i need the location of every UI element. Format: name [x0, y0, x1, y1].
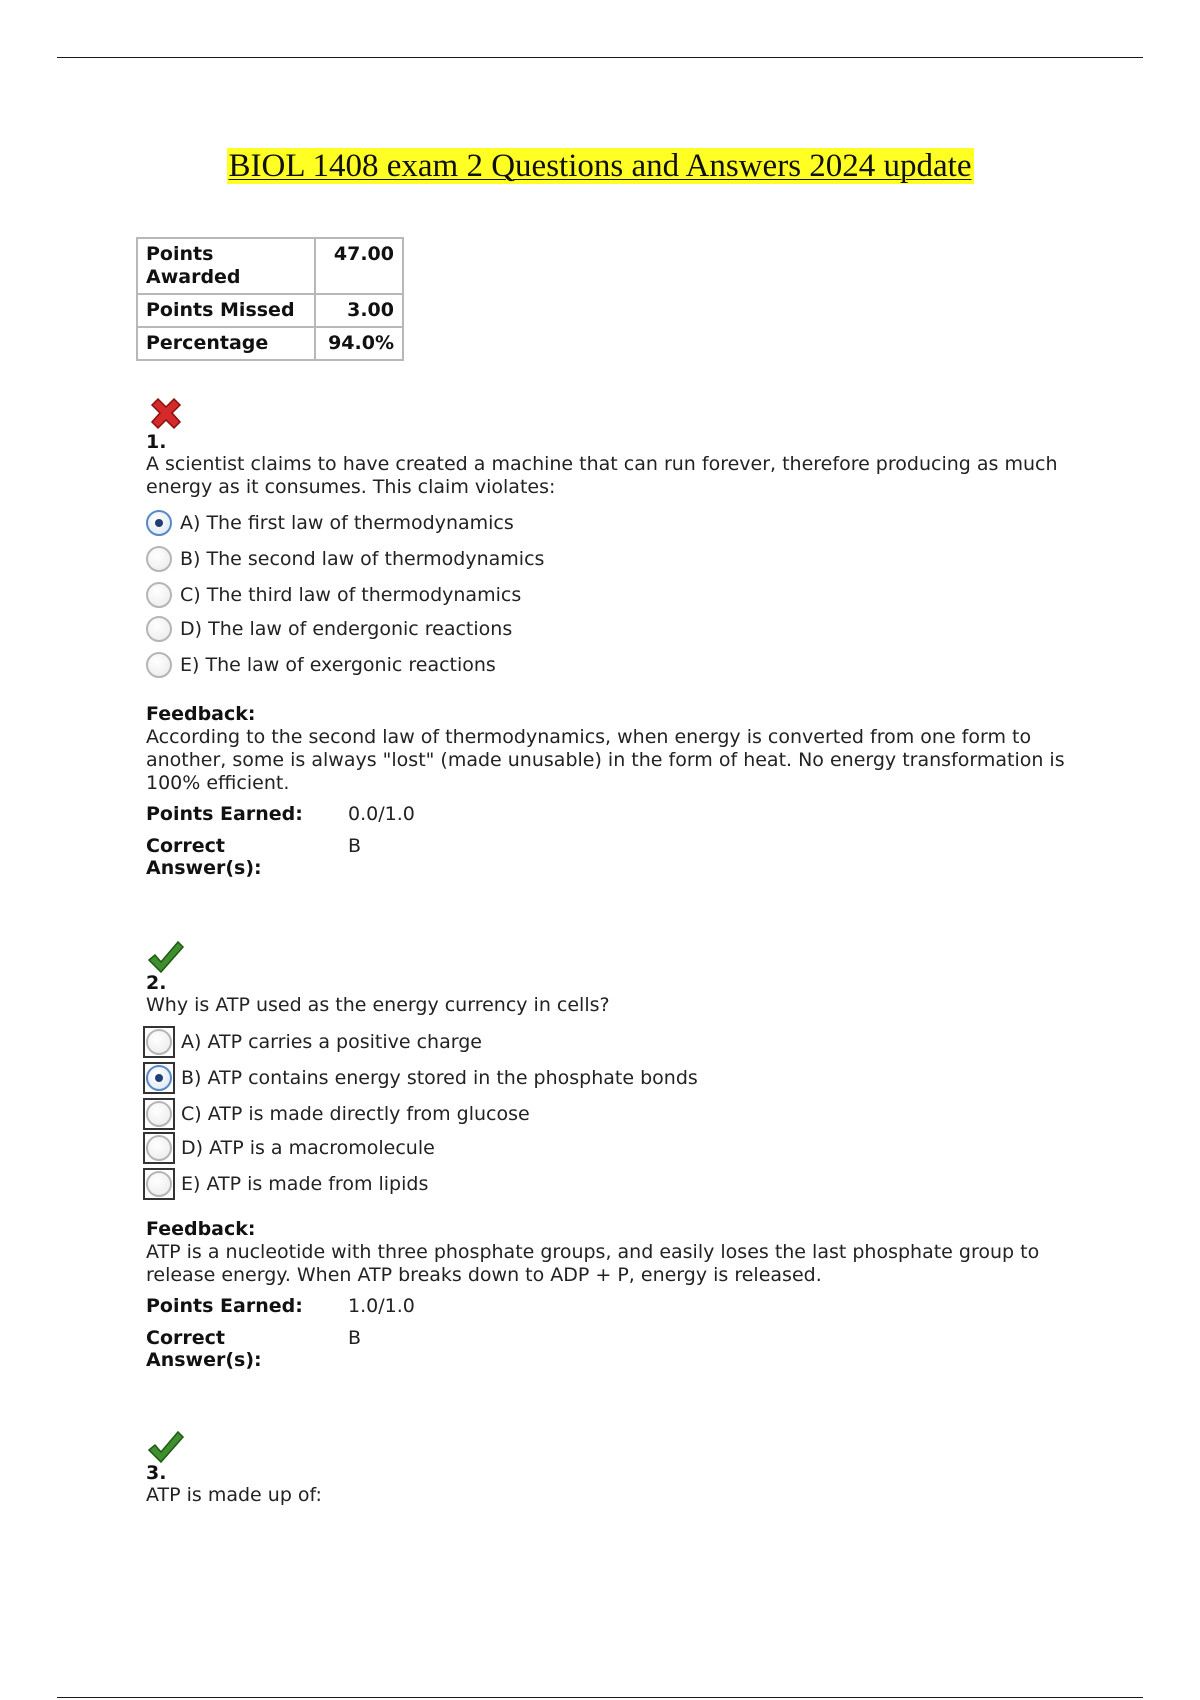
score-row-percentage [137, 327, 403, 360]
question-text: A scientist claims to have created a machine that can run forever, therefore producing as much energy as it consumes. This claim violates: [146, 453, 1058, 498]
score-table [136, 237, 404, 361]
radio-button[interactable] [146, 582, 172, 608]
radio-button-selected[interactable] [146, 510, 172, 536]
score-value: 3.00 [315, 294, 403, 327]
correct-answer-value: B [348, 835, 362, 857]
radio-button[interactable] [146, 652, 172, 678]
answer-option[interactable] [146, 1132, 435, 1164]
option-box [143, 1168, 175, 1200]
feedback-text: According to the second law of thermodynamics, when energy is converted from one form to another, some is always "lost" (made unusable) in the form of heat. No energy transformation is 100% efficient. [146, 726, 1065, 794]
option-label: E) The law of exergonic reactions [180, 654, 496, 676]
radio-button[interactable] [146, 546, 172, 572]
correct-answer-value: B [348, 1327, 362, 1349]
score-row-points-missed [137, 294, 403, 327]
header-rule [57, 57, 1143, 58]
feedback-heading: Feedback: [146, 703, 256, 725]
radio-button[interactable] [146, 1171, 172, 1197]
option-box [143, 1132, 175, 1164]
answer-option[interactable] [146, 543, 544, 575]
question-number: 1. [146, 431, 167, 453]
points-earned-label: Points Earned: [146, 1295, 303, 1317]
option-label: A) ATP carries a positive charge [181, 1031, 482, 1053]
score-label: Points Missed [137, 294, 315, 327]
option-label: E) ATP is made from lipids [181, 1173, 429, 1195]
document-title: BIOL 1408 exam 2 Questions and Answers 2024 update [228, 148, 972, 184]
score-label: Points Awarded [137, 238, 315, 294]
score-value: 47.00 [315, 238, 403, 294]
feedback-text: ATP is a nucleotide with three phosphate groups, and easily loses the last phosphate group to release energy. When ATP breaks down to ADP + P, energy is released. [146, 1241, 1040, 1286]
option-label: D) The law of endergonic reactions [180, 618, 513, 640]
score-row-points-awarded [137, 238, 403, 294]
question-3 [146, 1428, 1106, 1508]
answer-option[interactable] [146, 1168, 428, 1200]
option-label: D) ATP is a macromolecule [181, 1137, 435, 1159]
correct-answers-label: Correct Answer(s): [146, 1327, 262, 1371]
question-number: 2. [146, 972, 167, 994]
radio-button[interactable] [146, 616, 172, 642]
feedback-heading: Feedback: [146, 1218, 256, 1240]
answer-option[interactable] [146, 649, 496, 681]
option-label: B) The second law of thermodynamics [180, 548, 545, 570]
answer-option[interactable] [146, 1098, 530, 1130]
radio-button[interactable] [146, 1135, 172, 1161]
question-number: 3. [146, 1462, 167, 1484]
score-value: 94.0% [315, 327, 403, 360]
title-container [0, 148, 1200, 185]
question-2 [146, 938, 1106, 1378]
radio-button[interactable] [146, 1101, 172, 1127]
score-label: Percentage [137, 327, 315, 360]
correct-answers-label: Correct Answer(s): [146, 835, 262, 879]
points-earned-label: Points Earned: [146, 803, 303, 825]
question-1 [146, 395, 1106, 885]
radio-button[interactable] [146, 1029, 172, 1055]
points-earned-value: 0.0/1.0 [348, 803, 415, 825]
answer-option[interactable] [146, 1062, 698, 1094]
incorrect-x-icon [146, 395, 186, 435]
question-text: ATP is made up of: [146, 1484, 322, 1506]
answer-option[interactable] [146, 507, 514, 539]
question-text: Why is ATP used as the energy currency in cells? [146, 994, 610, 1016]
option-label: A) The first law of thermodynamics [180, 512, 514, 534]
option-label: C) ATP is made directly from glucose [181, 1103, 530, 1125]
option-box [143, 1062, 175, 1094]
points-earned-value: 1.0/1.0 [348, 1295, 415, 1317]
answer-option[interactable] [146, 613, 512, 645]
footer-rule [57, 1697, 1143, 1698]
option-box [143, 1026, 175, 1058]
option-label: B) ATP contains energy stored in the phosphate bonds [181, 1067, 698, 1089]
answer-option[interactable] [146, 1026, 482, 1058]
answer-option[interactable] [146, 579, 521, 611]
option-label: C) The third law of thermodynamics [180, 584, 522, 606]
option-box [143, 1098, 175, 1130]
radio-button-selected[interactable] [146, 1065, 172, 1091]
